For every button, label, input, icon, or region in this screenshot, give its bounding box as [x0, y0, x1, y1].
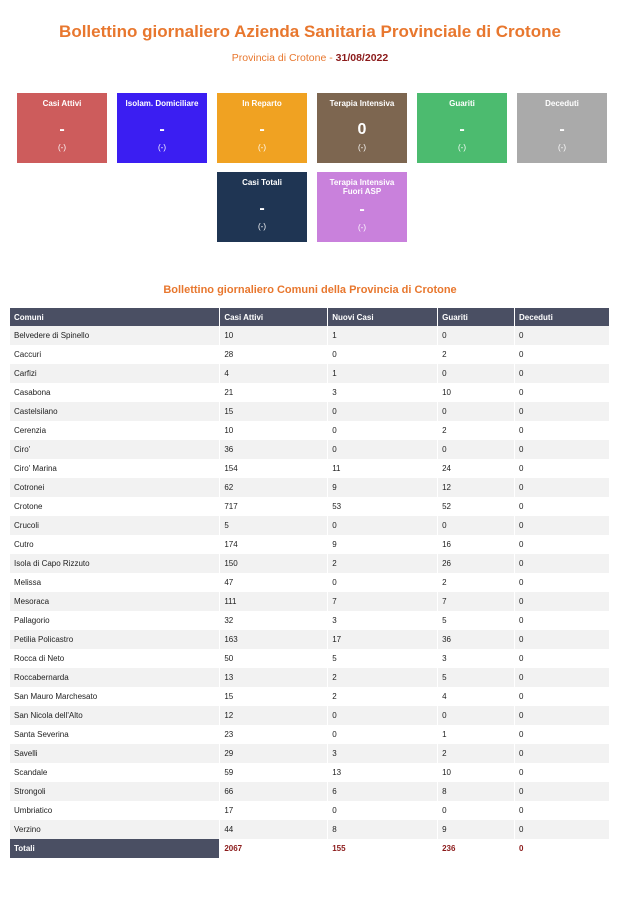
- card-value: -: [259, 121, 265, 138]
- card-label: Casi Totali: [242, 178, 282, 187]
- cell-casi-attivi: 21: [220, 383, 328, 402]
- cell-comune: Mesoraca: [10, 592, 220, 611]
- cell-deceduti: 0: [515, 326, 610, 345]
- cell-deceduti: 0: [515, 345, 610, 364]
- cell-guariti: 4: [438, 687, 515, 706]
- cell-comune: Pallagorio: [10, 611, 220, 630]
- cell-deceduti: 0: [515, 801, 610, 820]
- cell-deceduti: 0: [515, 592, 610, 611]
- cell-comune: Cerenzia: [10, 421, 220, 440]
- totals-casi-attivi: 2067: [220, 839, 328, 858]
- cell-guariti: 0: [438, 364, 515, 383]
- cell-comune: Santa Severina: [10, 725, 220, 744]
- cell-deceduti: 0: [515, 459, 610, 478]
- cell-casi-attivi: 15: [220, 687, 328, 706]
- card-value: -: [159, 121, 165, 138]
- card-label: Deceduti: [545, 99, 579, 108]
- header-comuni: Comuni: [10, 308, 220, 326]
- cell-nuovi-casi: 0: [328, 801, 438, 820]
- cell-nuovi-casi: 5: [328, 649, 438, 668]
- table-row: [10, 592, 610, 611]
- header-guariti: Guariti: [438, 308, 515, 326]
- card-isolamento-domiciliare: [117, 93, 207, 163]
- cell-casi-attivi: 10: [220, 421, 328, 440]
- cell-comune: Castelsilano: [10, 402, 220, 421]
- table-row: [10, 573, 610, 592]
- cell-deceduti: 0: [515, 516, 610, 535]
- cell-guariti: 9: [438, 820, 515, 839]
- province-label: Provincia di Crotone -: [231, 52, 336, 64]
- card-delta: (-): [458, 143, 466, 152]
- cell-comune: Belvedere di Spinello: [10, 326, 220, 345]
- page-title: Bollettino giornaliero Azienda Sanitaria Provinciale di Crotone: [59, 22, 561, 41]
- cell-comune: Crotone: [10, 497, 220, 516]
- cell-deceduti: 0: [515, 630, 610, 649]
- table-row: [10, 630, 610, 649]
- card-value: -: [559, 121, 565, 138]
- cell-casi-attivi: 36: [220, 440, 328, 459]
- cell-deceduti: 0: [515, 440, 610, 459]
- totals-row: [10, 839, 610, 858]
- cell-comune: Strongoli: [10, 782, 220, 801]
- cell-casi-attivi: 5: [220, 516, 328, 535]
- cell-casi-attivi: 66: [220, 782, 328, 801]
- cell-deceduti: 0: [515, 668, 610, 687]
- card-casi-attivi: [17, 93, 107, 163]
- cell-nuovi-casi: 3: [328, 744, 438, 763]
- card-delta: (-): [58, 143, 66, 152]
- cell-deceduti: 0: [515, 421, 610, 440]
- cell-guariti: 0: [438, 326, 515, 345]
- table-title: Bollettino giornaliero Comuni della Provincia di Crotone: [163, 284, 457, 296]
- cell-comune: Verzino: [10, 820, 220, 839]
- table-row: [10, 744, 610, 763]
- cell-nuovi-casi: 17: [328, 630, 438, 649]
- bulletin-date: 31/08/2022: [335, 52, 389, 64]
- cell-nuovi-casi: 9: [328, 535, 438, 554]
- table-header-row: [10, 308, 610, 326]
- cell-casi-attivi: 47: [220, 573, 328, 592]
- cell-comune: Cutro: [10, 535, 220, 554]
- cell-guariti: 7: [438, 592, 515, 611]
- cell-deceduti: 0: [515, 478, 610, 497]
- table-row: [10, 725, 610, 744]
- cell-guariti: 10: [438, 763, 515, 782]
- totals-label: Totali: [10, 839, 220, 858]
- cell-guariti: 5: [438, 611, 515, 630]
- table-row: [10, 554, 610, 573]
- totals-guariti: 236: [438, 839, 515, 858]
- cell-casi-attivi: 163: [220, 630, 328, 649]
- cell-guariti: 5: [438, 668, 515, 687]
- card-label: Terapia Intensiva Fuori ASP: [329, 178, 395, 196]
- cell-nuovi-casi: 11: [328, 459, 438, 478]
- cell-casi-attivi: 28: [220, 345, 328, 364]
- table-row: [10, 535, 610, 554]
- cell-nuovi-casi: 3: [328, 383, 438, 402]
- card-delta: (-): [558, 143, 566, 152]
- cell-guariti: 0: [438, 516, 515, 535]
- table-row: [10, 459, 610, 478]
- cell-comune: Casabona: [10, 383, 220, 402]
- cell-deceduti: 0: [515, 402, 610, 421]
- table-row: [10, 478, 610, 497]
- table-row: [10, 782, 610, 801]
- table-row: [10, 801, 610, 820]
- card-delta: (-): [358, 143, 366, 152]
- card-label: Guariti: [449, 99, 475, 108]
- cell-deceduti: 0: [515, 763, 610, 782]
- cell-comune: Savelli: [10, 744, 220, 763]
- page-subtitle: [0, 52, 620, 64]
- cell-casi-attivi: 174: [220, 535, 328, 554]
- cell-guariti: 24: [438, 459, 515, 478]
- header-casi-attivi: Casi Attivi: [220, 308, 328, 326]
- cell-comune: Caccuri: [10, 345, 220, 364]
- header-nuovi-casi: Nuovi Casi: [328, 308, 438, 326]
- card-delta: (-): [358, 223, 366, 232]
- card-label: Terapia Intensiva: [329, 99, 395, 108]
- cell-casi-attivi: 154: [220, 459, 328, 478]
- cell-comune: Ciro' Marina: [10, 459, 220, 478]
- cell-casi-attivi: 62: [220, 478, 328, 497]
- cell-nuovi-casi: 0: [328, 345, 438, 364]
- cell-casi-attivi: 13: [220, 668, 328, 687]
- cell-casi-attivi: 111: [220, 592, 328, 611]
- card-guariti: [417, 93, 507, 163]
- cell-nuovi-casi: 2: [328, 668, 438, 687]
- table-row: [10, 763, 610, 782]
- header-deceduti: Deceduti: [515, 308, 610, 326]
- card-value: -: [459, 121, 465, 138]
- cell-casi-attivi: 59: [220, 763, 328, 782]
- cell-nuovi-casi: 0: [328, 706, 438, 725]
- cell-guariti: 0: [438, 440, 515, 459]
- card-terapia-intensiva: [317, 93, 407, 163]
- cell-guariti: 2: [438, 345, 515, 364]
- cell-nuovi-casi: 1: [328, 364, 438, 383]
- cell-casi-attivi: 17: [220, 801, 328, 820]
- table-row: [10, 820, 610, 839]
- table-body: [10, 326, 610, 839]
- card-delta: (-): [158, 143, 166, 152]
- card-in-reparto: [217, 93, 307, 163]
- cell-comune: Cotronei: [10, 478, 220, 497]
- table-row: [10, 421, 610, 440]
- cell-guariti: 3: [438, 649, 515, 668]
- cell-comune: San Mauro Marchesato: [10, 687, 220, 706]
- card-label: Casi Attivi: [42, 99, 82, 108]
- cell-deceduti: 0: [515, 573, 610, 592]
- cell-deceduti: 0: [515, 820, 610, 839]
- card-value: -: [359, 201, 365, 218]
- cell-deceduti: 0: [515, 725, 610, 744]
- table-row: [10, 326, 610, 345]
- card-label: Isolam. Domiciliare: [125, 99, 199, 108]
- card-value: -: [59, 121, 65, 138]
- cell-deceduti: 0: [515, 706, 610, 725]
- cell-nuovi-casi: 13: [328, 763, 438, 782]
- cell-casi-attivi: 4: [220, 364, 328, 383]
- cell-nuovi-casi: 7: [328, 592, 438, 611]
- cell-nuovi-casi: 1: [328, 326, 438, 345]
- card-deceduti: [517, 93, 607, 163]
- cell-nuovi-casi: 0: [328, 725, 438, 744]
- cell-casi-attivi: 44: [220, 820, 328, 839]
- card-delta: (-): [258, 222, 266, 231]
- cell-casi-attivi: 150: [220, 554, 328, 573]
- cell-nuovi-casi: 6: [328, 782, 438, 801]
- cell-nuovi-casi: 8: [328, 820, 438, 839]
- cell-comune: Crucoli: [10, 516, 220, 535]
- cell-comune: Petilia Policastro: [10, 630, 220, 649]
- table-row: [10, 345, 610, 364]
- cell-nuovi-casi: 2: [328, 687, 438, 706]
- cell-nuovi-casi: 0: [328, 421, 438, 440]
- cell-comune: Ciro': [10, 440, 220, 459]
- table-row: [10, 516, 610, 535]
- table-row: [10, 706, 610, 725]
- cell-deceduti: 0: [515, 782, 610, 801]
- cell-deceduti: 0: [515, 687, 610, 706]
- cell-nuovi-casi: 0: [328, 516, 438, 535]
- card-terapia-intensiva-fuori-asp: [317, 172, 407, 242]
- cell-casi-attivi: 23: [220, 725, 328, 744]
- cell-casi-attivi: 50: [220, 649, 328, 668]
- cell-comune: Roccabernarda: [10, 668, 220, 687]
- cell-comune: Rocca di Neto: [10, 649, 220, 668]
- cell-deceduti: 0: [515, 744, 610, 763]
- comuni-table: [10, 308, 610, 858]
- cell-guariti: 2: [438, 573, 515, 592]
- cell-guariti: 2: [438, 744, 515, 763]
- table-row: [10, 383, 610, 402]
- cell-guariti: 36: [438, 630, 515, 649]
- cell-guariti: 26: [438, 554, 515, 573]
- cell-nuovi-casi: 0: [328, 573, 438, 592]
- cell-comune: Carfizi: [10, 364, 220, 383]
- cell-nuovi-casi: 0: [328, 402, 438, 421]
- cell-deceduti: 0: [515, 364, 610, 383]
- card-value: 0: [357, 121, 367, 138]
- cell-deceduti: 0: [515, 383, 610, 402]
- cell-guariti: 12: [438, 478, 515, 497]
- cell-nuovi-casi: 2: [328, 554, 438, 573]
- cell-casi-attivi: 12: [220, 706, 328, 725]
- table-row: [10, 440, 610, 459]
- cell-nuovi-casi: 0: [328, 440, 438, 459]
- cell-deceduti: 0: [515, 649, 610, 668]
- cell-guariti: 2: [438, 421, 515, 440]
- cell-deceduti: 0: [515, 611, 610, 630]
- cell-deceduti: 0: [515, 535, 610, 554]
- table-row: [10, 364, 610, 383]
- cell-guariti: 0: [438, 402, 515, 421]
- cell-deceduti: 0: [515, 497, 610, 516]
- cell-deceduti: 0: [515, 554, 610, 573]
- table-row: [10, 402, 610, 421]
- table-row: [10, 497, 610, 516]
- cell-casi-attivi: 32: [220, 611, 328, 630]
- cell-casi-attivi: 10: [220, 326, 328, 345]
- cell-guariti: 8: [438, 782, 515, 801]
- totals-nuovi-casi: 155: [328, 839, 438, 858]
- table-row: [10, 611, 610, 630]
- cell-guariti: 1: [438, 725, 515, 744]
- cell-comune: Melissa: [10, 573, 220, 592]
- table-row: [10, 687, 610, 706]
- cell-guariti: 16: [438, 535, 515, 554]
- cell-guariti: 10: [438, 383, 515, 402]
- totals-deceduti: 0: [515, 839, 610, 858]
- cell-comune: Umbriatico: [10, 801, 220, 820]
- cell-nuovi-casi: 3: [328, 611, 438, 630]
- cell-comune: Isola di Capo Rizzuto: [10, 554, 220, 573]
- cell-casi-attivi: 29: [220, 744, 328, 763]
- card-delta: (-): [258, 143, 266, 152]
- card-casi-totali: [217, 172, 307, 242]
- card-value: -: [259, 200, 265, 217]
- cell-casi-attivi: 717: [220, 497, 328, 516]
- cell-nuovi-casi: 9: [328, 478, 438, 497]
- cell-guariti: 0: [438, 706, 515, 725]
- cell-casi-attivi: 15: [220, 402, 328, 421]
- cell-comune: San Nicola dell'Alto: [10, 706, 220, 725]
- cell-guariti: 52: [438, 497, 515, 516]
- cell-comune: Scandale: [10, 763, 220, 782]
- card-label: In Reparto: [242, 99, 282, 108]
- table-row: [10, 668, 610, 687]
- cell-nuovi-casi: 53: [328, 497, 438, 516]
- cell-guariti: 0: [438, 801, 515, 820]
- table-row: [10, 649, 610, 668]
